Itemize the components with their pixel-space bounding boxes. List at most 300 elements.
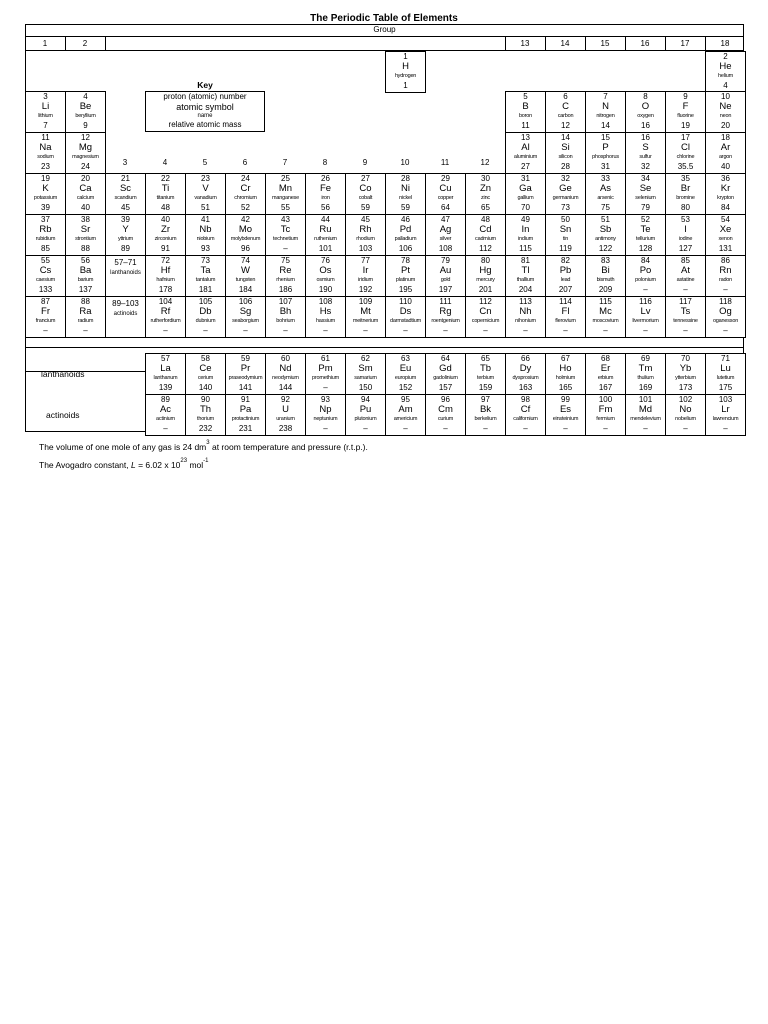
- element-symbol: Eu: [399, 363, 412, 374]
- element-symbol: Pr: [240, 363, 251, 374]
- element-name: protactinium: [231, 416, 260, 422]
- element-cell-ru: [305, 214, 346, 256]
- element-symbol: Ac: [159, 404, 172, 415]
- footnote-gas-volume: [39, 442, 368, 452]
- element-symbol: V: [202, 183, 209, 194]
- element-cell-v: [185, 173, 226, 215]
- element-name: gold: [440, 277, 451, 283]
- element-symbol: Pt: [401, 265, 410, 276]
- element-symbol: La: [160, 363, 171, 374]
- element-cell-kr: [705, 173, 746, 215]
- element-name: californium: [513, 416, 538, 422]
- atomic-number: 55: [41, 256, 50, 265]
- atomic-number: 11: [41, 133, 50, 142]
- element-name: cadmium: [475, 236, 496, 242]
- atomic-number: 89: [161, 395, 170, 404]
- element-symbol: Li: [41, 101, 50, 112]
- element-symbol: Y: [122, 224, 129, 235]
- element-name: calcium: [76, 195, 95, 201]
- element-cell-bi: [585, 255, 626, 297]
- atomic-mass: –: [83, 326, 88, 335]
- element-cell-pt: [385, 255, 426, 297]
- element-symbol: P: [602, 142, 609, 153]
- atomic-number: 48: [481, 215, 490, 224]
- atomic-mass: –: [523, 424, 528, 433]
- element-symbol: Na: [39, 142, 52, 153]
- element-cell-yb: [665, 353, 706, 395]
- atomic-number: 3: [43, 92, 48, 101]
- element-cell-tm: [625, 353, 666, 395]
- element-name: bismuth: [596, 277, 615, 283]
- element-cell-f: [665, 91, 706, 133]
- element-name: titanium: [156, 195, 175, 201]
- element-cell-br: [665, 173, 706, 215]
- element-name: potassium: [33, 195, 58, 201]
- atomic-number: 5: [523, 92, 528, 101]
- atomic-mass: 238: [278, 424, 293, 433]
- element-cell-sm: [345, 353, 386, 395]
- atomic-mass: 75: [601, 203, 610, 212]
- atomic-mass: 27: [521, 162, 530, 171]
- atomic-mass: 122: [598, 244, 613, 253]
- element-name: bohrium: [276, 318, 295, 324]
- atomic-number: 22: [161, 174, 170, 183]
- atomic-mass: 119: [559, 244, 572, 253]
- element-cell-os: [305, 255, 346, 297]
- element-name: nobelium: [675, 416, 696, 422]
- atomic-mass: 35.5: [677, 162, 694, 171]
- element-symbol: Tl: [521, 265, 530, 276]
- atomic-number: 63: [401, 354, 410, 363]
- element-cell-cs: [25, 255, 66, 297]
- atomic-number: 68: [601, 354, 610, 363]
- atomic-number: 101: [638, 395, 653, 404]
- element-cell-lu: [705, 353, 746, 395]
- element-cell-cm: [425, 394, 466, 436]
- element-symbol: Rb: [39, 224, 52, 235]
- atomic-number: 38: [81, 215, 90, 224]
- element-symbol: Er: [600, 363, 611, 374]
- element-name: fluorine: [677, 113, 694, 119]
- atomic-number: 33: [601, 174, 610, 183]
- element-cell-u: [265, 394, 306, 436]
- atomic-mass: 197: [438, 285, 453, 294]
- element-cell-ce: [185, 353, 226, 395]
- atomic-number: 46: [401, 215, 410, 224]
- element-cell-xe: [705, 214, 746, 256]
- element-symbol: Ti: [161, 183, 170, 194]
- atomic-number: 39: [121, 215, 130, 224]
- atomic-number: 75: [281, 256, 290, 265]
- atomic-mass: 112: [479, 244, 492, 253]
- element-symbol: N: [602, 101, 609, 112]
- element-name: uranium: [276, 416, 295, 422]
- atomic-number: 4: [83, 92, 88, 101]
- element-name: thallium: [516, 277, 535, 283]
- element-cell-am: [385, 394, 426, 436]
- element-cell-s: [625, 132, 666, 174]
- element-name: argon: [718, 154, 733, 160]
- atomic-number: 113: [519, 297, 532, 306]
- element-cell-ac: [145, 394, 186, 436]
- atomic-number: 97: [481, 395, 490, 404]
- element-cell-ts: [665, 296, 706, 338]
- element-cell-k: [25, 173, 66, 215]
- element-symbol: O: [641, 101, 650, 112]
- element-cell-bk: [465, 394, 506, 436]
- group-number-divider-vertical: [625, 36, 626, 50]
- atomic-mass: –: [563, 424, 568, 433]
- element-cell-b: [505, 91, 546, 133]
- atomic-mass: 190: [318, 285, 333, 294]
- element-name: meitnerium: [352, 318, 379, 324]
- atomic-mass: 184: [238, 285, 253, 294]
- placeholder-label: lanthanoids: [110, 270, 141, 276]
- atomic-mass: 56: [321, 203, 330, 212]
- element-symbol: Po: [639, 265, 652, 276]
- atomic-mass: 150: [358, 383, 373, 392]
- element-symbol: Hf: [160, 265, 171, 276]
- element-cell-np: [305, 394, 346, 436]
- element-name: oganesson: [712, 318, 739, 324]
- element-name: barium: [77, 277, 94, 283]
- group-number: 11: [440, 158, 450, 167]
- atomic-mass: 48: [161, 203, 170, 212]
- atomic-number: 47: [441, 215, 450, 224]
- element-symbol: Cr: [240, 183, 251, 194]
- element-symbol: Db: [199, 306, 212, 317]
- element-name: copper: [437, 195, 454, 201]
- atomic-number: 9: [683, 92, 688, 101]
- element-name: copernicium: [471, 318, 500, 324]
- atomic-mass: –: [643, 285, 648, 294]
- element-cell-mn: [265, 173, 306, 215]
- element-cell-hg: [465, 255, 506, 297]
- group-number: 15: [600, 39, 610, 48]
- atomic-mass: 88: [81, 244, 90, 253]
- atomic-mass: 163: [518, 383, 533, 392]
- element-cell-rn: [705, 255, 746, 297]
- element-symbol: Se: [639, 183, 652, 194]
- element-symbol: Ho: [559, 363, 572, 374]
- element-symbol: Cm: [438, 404, 453, 415]
- atomic-mass: –: [643, 424, 648, 433]
- element-cell-po: [625, 255, 666, 297]
- key-line-mass: relative atomic mass: [168, 120, 242, 129]
- element-name: lanthanum: [153, 375, 178, 381]
- element-cell-w: [225, 255, 266, 297]
- element-name: rhenium: [276, 277, 295, 283]
- atomic-number: 107: [278, 297, 293, 306]
- group-number: 4: [162, 158, 168, 167]
- element-symbol: Fl: [561, 306, 570, 317]
- element-cell-es: [545, 394, 586, 436]
- atomic-number: 67: [561, 354, 570, 363]
- atomic-number: 58: [201, 354, 210, 363]
- atomic-mass: –: [563, 326, 568, 335]
- atomic-number: 83: [601, 256, 610, 265]
- element-name: berkelium: [474, 416, 497, 422]
- atomic-mass: 24: [81, 162, 90, 171]
- atomic-mass: 108: [438, 244, 453, 253]
- element-name: tennessine: [673, 318, 698, 324]
- atomic-number: 117: [679, 297, 692, 306]
- atomic-mass: –: [283, 326, 288, 335]
- atomic-number: 98: [521, 395, 530, 404]
- atomic-mass: 115: [519, 244, 532, 253]
- element-symbol: Ag: [439, 224, 452, 235]
- element-symbol: Fe: [319, 183, 332, 194]
- atomic-number: 77: [361, 256, 370, 265]
- atomic-mass: –: [723, 285, 728, 294]
- group-number: 3: [122, 158, 128, 167]
- element-name: bromine: [676, 195, 695, 201]
- element-name: niobium: [196, 236, 215, 242]
- actinoids-placeholder: [105, 296, 146, 338]
- element-name: lawrencium: [712, 416, 739, 422]
- atomic-number: 53: [681, 215, 690, 224]
- atomic-mass: 59: [361, 203, 370, 212]
- element-symbol: Tm: [638, 363, 653, 374]
- page-title: The Periodic Table of Elements: [310, 13, 458, 24]
- atomic-mass: 84: [721, 203, 730, 212]
- element-name: dubnium: [195, 318, 216, 324]
- atomic-mass: 85: [41, 244, 50, 253]
- element-symbol: Sr: [80, 224, 91, 235]
- atomic-number: 85: [681, 256, 690, 265]
- element-symbol: Be: [79, 101, 92, 112]
- lanthanoids-placeholder: [105, 255, 146, 297]
- element-cell-sb: [585, 214, 626, 256]
- element-cell-co: [345, 173, 386, 215]
- atomic-number: 95: [401, 395, 410, 404]
- element-name: americium: [393, 416, 418, 422]
- placeholder-range: 89–103: [112, 299, 139, 308]
- element-cell-nb: [185, 214, 226, 256]
- element-symbol: Lr: [721, 404, 730, 415]
- atomic-mass: 195: [398, 285, 413, 294]
- element-symbol: Np: [319, 404, 332, 415]
- element-cell-er: [585, 353, 626, 395]
- atomic-mass: 4: [723, 81, 728, 90]
- element-cell-ir: [345, 255, 386, 297]
- atomic-number: 96: [441, 395, 450, 404]
- element-symbol: Rh: [359, 224, 372, 235]
- element-symbol: K: [42, 183, 49, 194]
- element-cell-ne: [705, 91, 746, 133]
- atomic-mass: 59: [401, 203, 410, 212]
- element-symbol: Cn: [479, 306, 492, 317]
- footnote-avogadro-var: L: [131, 460, 136, 470]
- atomic-mass: 11: [521, 121, 530, 130]
- atomic-mass: –: [203, 326, 208, 335]
- element-symbol: Mt: [360, 306, 371, 317]
- footnote-gas-volume-sup: 3: [206, 440, 210, 446]
- atomic-number: 32: [561, 174, 570, 183]
- element-cell-al: [505, 132, 546, 174]
- element-name: sulfur: [639, 154, 652, 160]
- element-name: einsteinium: [552, 416, 579, 422]
- atomic-number: 86: [721, 256, 730, 265]
- element-name: gadolinium: [433, 375, 458, 381]
- element-symbol: Md: [638, 404, 653, 415]
- element-name: tellurium: [636, 236, 655, 242]
- atomic-number: 116: [639, 297, 652, 306]
- element-name: dysprosium: [512, 375, 539, 381]
- group-number-divider-vertical: [545, 36, 546, 50]
- element-cell-fe: [305, 173, 346, 215]
- element-symbol: W: [241, 265, 250, 276]
- element-symbol: F: [682, 101, 689, 112]
- element-symbol: In: [521, 224, 530, 235]
- atomic-number: 12: [81, 133, 90, 142]
- element-name: neodymium: [272, 375, 299, 381]
- atomic-mass: 204: [518, 285, 533, 294]
- element-symbol: Pd: [399, 224, 412, 235]
- element-name: tin: [562, 236, 569, 242]
- element-cell-i: [665, 214, 706, 256]
- atomic-mass: 141: [238, 383, 253, 392]
- element-symbol: Co: [359, 183, 372, 194]
- atomic-number: 114: [559, 297, 572, 306]
- element-symbol: Fr: [41, 306, 50, 317]
- element-cell-si: [545, 132, 586, 174]
- atomic-mass: –: [163, 326, 168, 335]
- atomic-mass: 31: [601, 162, 610, 171]
- element-name: beryllium: [75, 113, 96, 119]
- group-number: 8: [322, 158, 328, 167]
- element-name: mercury: [476, 277, 495, 283]
- element-cell-li: [25, 91, 66, 133]
- element-symbol: As: [599, 183, 612, 194]
- atomic-number: 24: [241, 174, 250, 183]
- atomic-mass: –: [483, 424, 488, 433]
- atomic-number: 110: [399, 297, 412, 306]
- key-line-name: name: [197, 113, 213, 119]
- atomic-number: 82: [561, 256, 570, 265]
- element-symbol: Cd: [479, 224, 492, 235]
- key-line-number: proton (atomic) number: [163, 92, 247, 101]
- atomic-mass: 181: [198, 285, 213, 294]
- group-number-divider-vertical: [585, 36, 586, 50]
- atomic-number: 102: [678, 395, 693, 404]
- atomic-mass: 32: [641, 162, 650, 171]
- element-name: curium: [437, 416, 454, 422]
- element-name: zinc: [481, 195, 490, 201]
- atomic-mass: 14: [601, 121, 610, 130]
- element-cell-hs: [305, 296, 346, 338]
- element-name: fermium: [596, 416, 615, 422]
- element-symbol: Nd: [279, 363, 292, 374]
- atomic-number: 81: [521, 256, 530, 265]
- element-cell-h: [385, 51, 426, 93]
- atomic-number: 61: [321, 354, 330, 363]
- atomic-number: 30: [481, 174, 490, 183]
- element-symbol: Sm: [358, 363, 373, 374]
- atomic-mass: –: [723, 326, 728, 335]
- atomic-mass: 139: [158, 383, 173, 392]
- element-symbol: Tb: [479, 363, 492, 374]
- element-symbol: Am: [398, 404, 413, 415]
- atomic-mass: –: [683, 424, 688, 433]
- element-symbol: B: [522, 101, 529, 112]
- element-name: rubidium: [35, 236, 56, 242]
- element-symbol: S: [642, 142, 649, 153]
- atomic-number: 15: [601, 133, 610, 142]
- element-name: arsenic: [597, 195, 614, 201]
- element-symbol: Gd: [439, 363, 452, 374]
- atomic-number: 51: [601, 215, 610, 224]
- element-name: platinum: [395, 277, 416, 283]
- element-name: aluminium: [513, 154, 538, 160]
- element-symbol: Sn: [559, 224, 572, 235]
- element-cell-db: [185, 296, 226, 338]
- element-cell-eu: [385, 353, 426, 395]
- atomic-number: 7: [603, 92, 608, 101]
- element-cell-hf: [145, 255, 186, 297]
- atomic-mass: –: [523, 326, 528, 335]
- element-name: cobalt: [358, 195, 373, 201]
- element-symbol: Ca: [79, 183, 92, 194]
- element-symbol: Rg: [439, 306, 452, 317]
- element-name: tungsten: [235, 277, 256, 283]
- element-name: roentgenium: [431, 318, 460, 324]
- element-cell-cr: [225, 173, 266, 215]
- atomic-number: 112: [479, 297, 492, 306]
- atomic-number: 13: [521, 133, 530, 142]
- element-symbol: Og: [719, 306, 732, 317]
- atomic-mass: 45: [121, 203, 130, 212]
- element-symbol: Bi: [601, 265, 610, 276]
- element-cell-pr: [225, 353, 266, 395]
- atomic-mass: –: [323, 326, 328, 335]
- atomic-number: 109: [358, 297, 373, 306]
- atomic-mass: 39: [41, 203, 50, 212]
- atomic-number: 71: [721, 354, 730, 363]
- element-name: francium: [35, 318, 56, 324]
- atomic-mass: 79: [641, 203, 650, 212]
- element-symbol: At: [681, 265, 690, 276]
- element-symbol: Al: [521, 142, 530, 153]
- element-name: technetium: [273, 236, 298, 242]
- atomic-number: 43: [281, 215, 290, 224]
- atomic-number: 79: [441, 256, 450, 265]
- element-name: manganese: [272, 195, 299, 201]
- atomic-mass: –: [483, 326, 488, 335]
- footnote-avogadro-mid: = 6.02 x 10: [135, 460, 181, 470]
- element-name: selenium: [635, 195, 656, 201]
- element-name: caesium: [35, 277, 56, 283]
- key-box: [145, 91, 265, 132]
- element-cell-n: [585, 91, 626, 133]
- atomic-number: 118: [719, 297, 732, 306]
- element-cell-ho: [545, 353, 586, 395]
- footnote-avogadro-unit-exp: -1: [203, 458, 209, 464]
- atomic-number: 21: [121, 174, 130, 183]
- atomic-number: 60: [281, 354, 290, 363]
- atomic-mass: –: [683, 285, 688, 294]
- element-cell-sg: [225, 296, 266, 338]
- element-name: rhodium: [356, 236, 375, 242]
- element-name: praseodymium: [228, 375, 263, 381]
- atomic-mass: –: [243, 326, 248, 335]
- element-cell-mo: [225, 214, 266, 256]
- atomic-number: 18: [721, 133, 730, 142]
- atomic-mass: 16: [641, 121, 650, 130]
- element-name: germanium: [552, 195, 579, 201]
- element-cell-sc: [105, 173, 146, 215]
- atomic-mass: 178: [158, 285, 173, 294]
